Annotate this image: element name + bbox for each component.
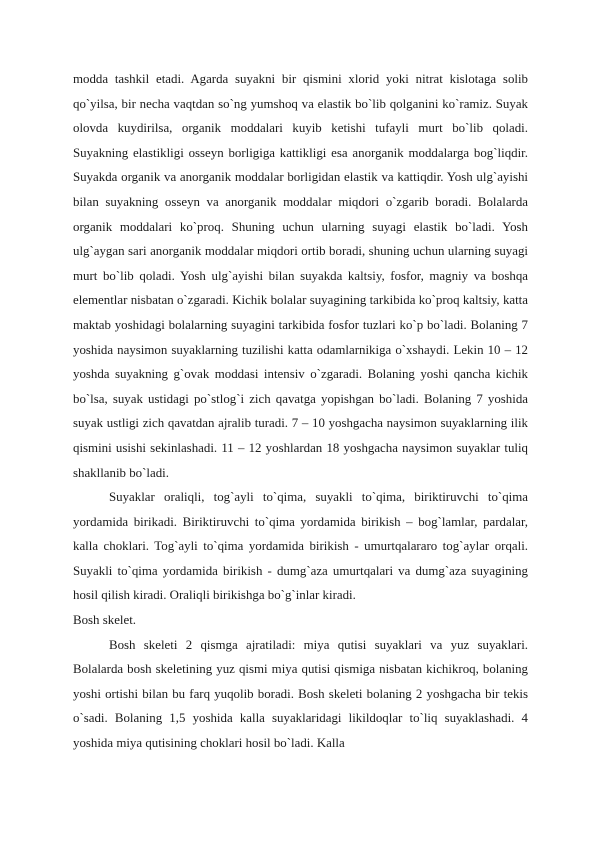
paragraph-continuation: modda tashkil etadi. Agarda suyakni bir qismini xlorid yoki nitrat kislotaga solib qo`yilsa, bir necha vaqtdan so`ng yumshoq va elastik bo`lib qolganini ko`ramiz. Suyak olovda kuydirilsa, organik moddalari kuyib ketishi tufayli murt bo`lib qoladi. Suyakning elastikligi osseyn borligiga kattikligi esa anorganik moddalarga bog`liqdir. Suyakda organik va anorganik moddalar borligidan elastik va kattiqdir. Yosh ulg`ayishi bilan suyakning osseyn va anorganik moddalar miqdori o`zgarib boradi. Bolalarda organik moddalari ko`proq. Shuning uchun ularning suyagi elastik bo`ladi. Yosh ulg`aygan sari anorganik moddalar miqdori ortib boradi, shuning uchun ularning suyagi murt bo`lib qoladi. Yosh ulg`ayishi bilan suyakda kaltsiy, fosfor, magniy va boshqa elementlar nisbatan o`zgaradi. Kichik bolalar suyagining tarkibida ko`proq kaltsiy, katta maktab yoshidagi bolalarning suyagini tarkibida fosfor tuzlari ko`p bo`ladi. Bolaning 7 yoshida naysimon suyaklarning tuzilishi katta odamlarnikiga o`xshaydi. Lekin 10 – 12 yoshda suyakning g`ovak moddasi intensiv o`zgaradi. Bolaning yoshi qancha kichik bo`lsa, suyak ustidagi po`stlog`i zich qavatga yopishgan bo`ladi. Bolaning 7 yoshida suyak ustligi zich qavatdan ajralib turadi. 7 – 10 yoshgacha naysimon suyaklarning ilik qismini usishi sekinlashadi. 11 – 12 yoshlardan 18 yoshgacha naysimon suyaklar tuliq shakllanib bo`ladi.: [73, 72, 528, 480]
section-heading: Bosh skelet.: [73, 613, 137, 628]
paragraph-bone-joints: Suyaklar oraliqli, tog`ayli to`qima, suyakli to`qima, biriktiruvchi to`qima yordamida birikadi. Biriktiruvchi to`qima yordamida birikish – bog`lamlar, pardalar, kalla choklari. Tog`ayli to`qima yordamida birikish - umurtqalararo tog`aylar orqali. Suyakli to`qima yordamida birikish - dumg`aza umurtqalari va dumg`aza suyagining hosil qilish kiradi. Oraliqli birikishga bo`g`inlar kiradi.: [73, 490, 528, 603]
paragraph-skull: Bosh skeleti 2 qismga ajratiladi: miya qutisi suyaklari va yuz suyaklari. Bolalarda bosh skeletining yuz qismi miya qutisi qismiga nisbatan kichikroq, bolaning yoshi ortishi bilan bu farq yuqolib boradi. Bosh skeleti bolaning 2 yoshgacha bir tekis o`sadi. Bolaning 1,5 yoshida kalla suyaklaridagi likildoqlar to`liq suyaklashadi. 4 yoshida miya qutisining choklari hosil bo`ladi. Kalla: [73, 637, 528, 751]
document-body: [73, 67, 528, 756]
